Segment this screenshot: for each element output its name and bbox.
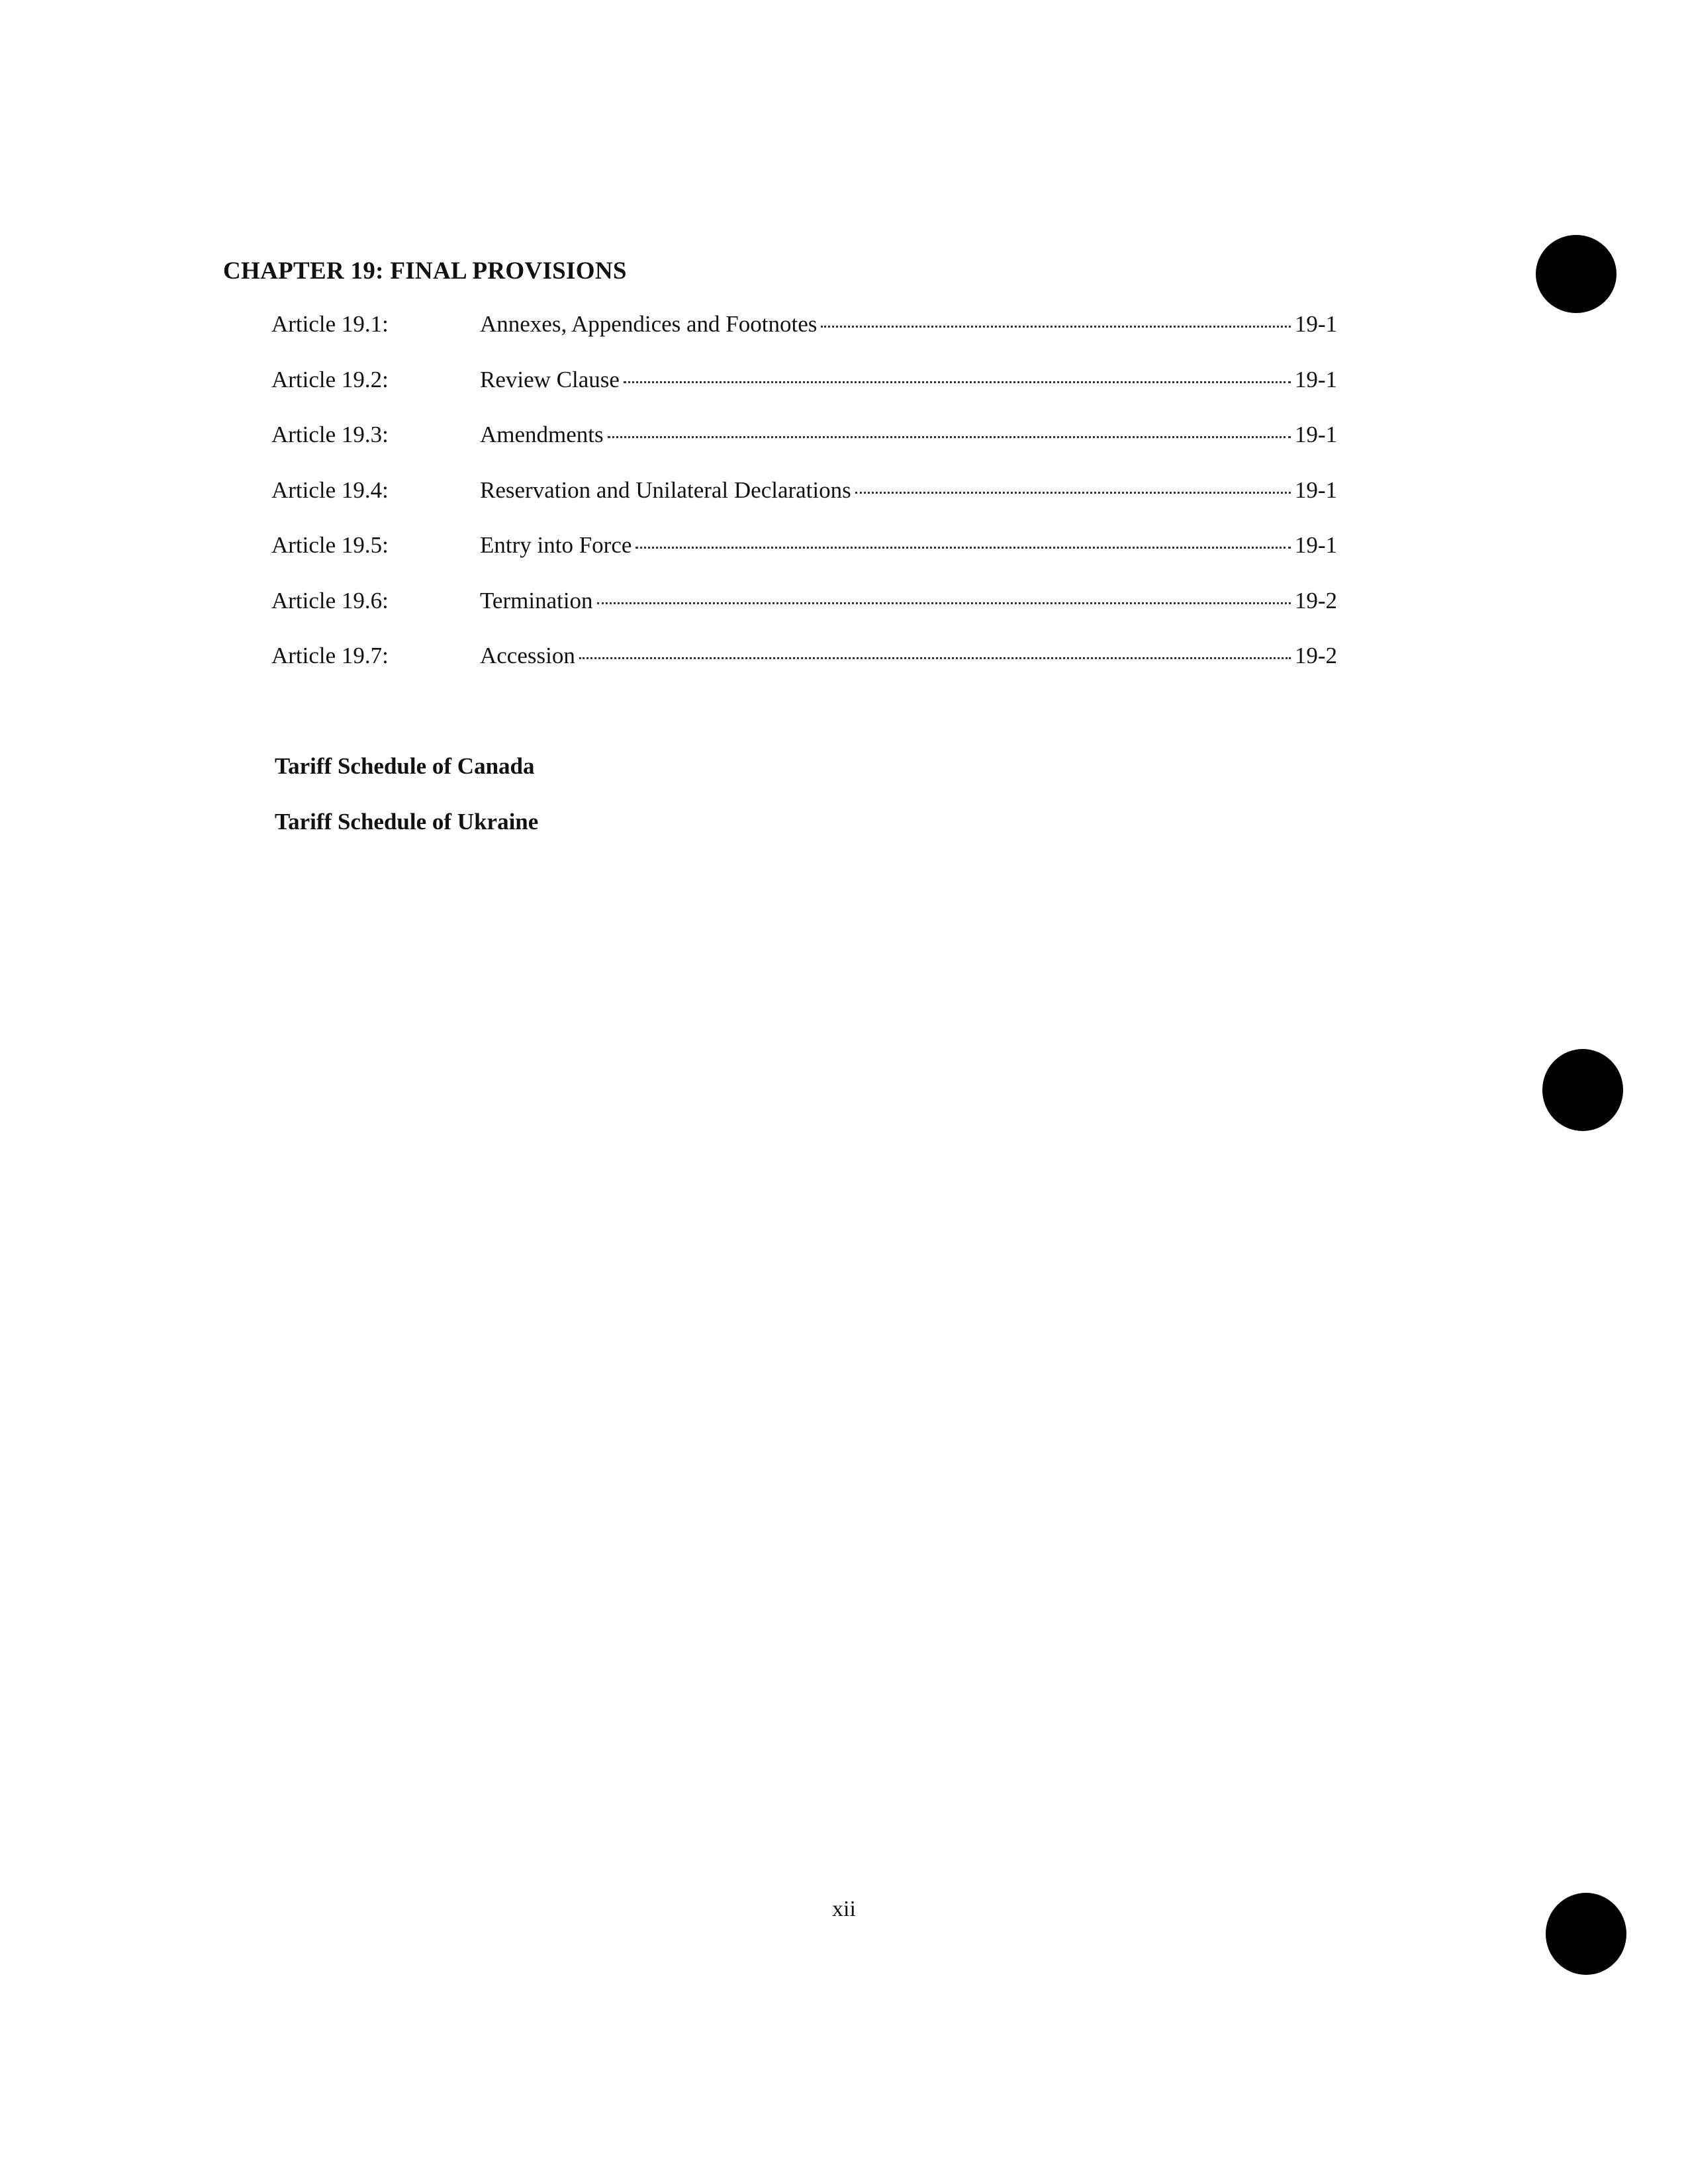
dot-leader bbox=[624, 381, 1291, 383]
dot-leader bbox=[597, 602, 1291, 604]
toc-page-number: 19-1 bbox=[1294, 532, 1337, 558]
dot-leader bbox=[821, 326, 1290, 328]
chapter-heading: CHAPTER 19: FINAL PROVISIONS bbox=[223, 257, 627, 285]
toc-article-number: Article 19.7: bbox=[271, 643, 389, 668]
toc-page-number: 19-2 bbox=[1294, 587, 1337, 614]
table-of-contents bbox=[271, 311, 1337, 698]
dot-leader bbox=[855, 492, 1291, 494]
toc-title: Reservation and Unilateral Declarations bbox=[480, 477, 851, 503]
toc-entry[interactable] bbox=[271, 422, 1337, 477]
toc-entry[interactable] bbox=[271, 311, 1337, 367]
dot-leader bbox=[579, 657, 1291, 659]
toc-entry[interactable] bbox=[271, 367, 1337, 422]
dot-leader bbox=[635, 547, 1290, 549]
toc-article-number: Article 19.1: bbox=[271, 311, 389, 337]
toc-article-number: Article 19.3: bbox=[271, 422, 389, 447]
toc-page-number: 19-1 bbox=[1294, 422, 1337, 447]
tariff-schedule-heading[interactable]: Tariff Schedule of Ukraine bbox=[275, 809, 539, 835]
toc-page-number: 19-1 bbox=[1294, 366, 1337, 392]
toc-entry[interactable] bbox=[271, 477, 1337, 533]
toc-title: Termination bbox=[480, 587, 593, 614]
toc-page-number: 19-1 bbox=[1294, 477, 1337, 503]
toc-title-container bbox=[480, 643, 1295, 669]
toc-entry[interactable] bbox=[271, 588, 1337, 643]
dot-leader bbox=[608, 436, 1291, 438]
tariff-schedule-heading[interactable]: Tariff Schedule of Canada bbox=[275, 753, 535, 779]
toc-title-container bbox=[480, 532, 1295, 559]
toc-entry[interactable] bbox=[271, 532, 1337, 588]
toc-title-container bbox=[480, 422, 1295, 448]
toc-title-container bbox=[480, 588, 1295, 614]
toc-title-container bbox=[480, 477, 1295, 504]
toc-title-container bbox=[480, 367, 1295, 393]
punch-hole-middle bbox=[1542, 1049, 1623, 1131]
punch-hole-bottom bbox=[1546, 1893, 1626, 1975]
toc-title: Amendments bbox=[480, 422, 604, 447]
toc-page-number: 19-2 bbox=[1294, 643, 1337, 668]
toc-title-container bbox=[480, 311, 1295, 338]
toc-article-number: Article 19.4: bbox=[271, 477, 389, 503]
toc-title: Annexes, Appendices and Footnotes bbox=[480, 311, 818, 337]
page-number: xii bbox=[832, 1897, 856, 1921]
toc-title: Entry into Force bbox=[480, 532, 632, 558]
toc-article-number: Article 19.5: bbox=[271, 532, 389, 558]
punch-hole-top bbox=[1536, 235, 1617, 313]
toc-entry[interactable] bbox=[271, 643, 1337, 698]
toc-page-number: 19-1 bbox=[1294, 311, 1337, 337]
toc-article-number: Article 19.6: bbox=[271, 587, 389, 614]
toc-title: Accession bbox=[480, 643, 575, 668]
toc-title: Review Clause bbox=[480, 366, 620, 392]
toc-article-number: Article 19.2: bbox=[271, 366, 389, 392]
